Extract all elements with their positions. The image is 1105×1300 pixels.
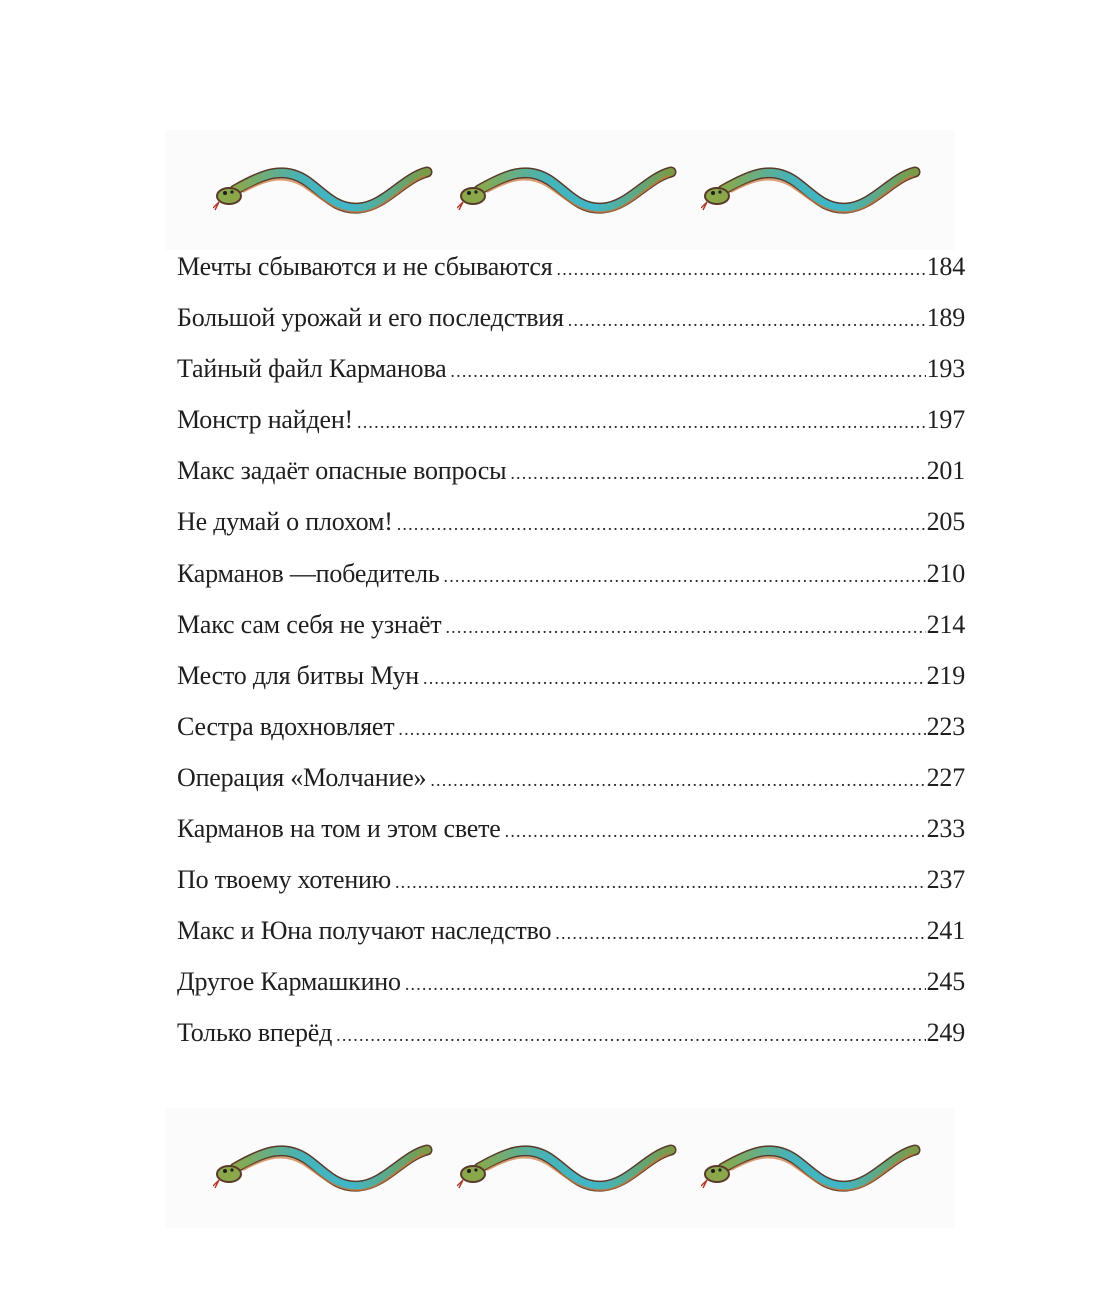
toc-leader-dots — [444, 566, 926, 587]
toc-entry[interactable] — [177, 814, 965, 865]
toc-entry-title: Место для битвы Мун — [177, 660, 420, 690]
toc-leader-dots — [405, 974, 926, 995]
snake-icon — [701, 1126, 931, 1206]
toc-entry[interactable] — [177, 405, 965, 456]
toc-entry[interactable] — [177, 507, 965, 558]
toc-entry[interactable] — [177, 865, 965, 916]
toc-entry-title: Макс и Юна получают наследство — [177, 916, 552, 946]
toc-entry-page: 205 — [926, 507, 965, 537]
toc-leader-dots — [430, 770, 925, 791]
toc-entry-page: 210 — [926, 558, 965, 588]
toc-entry[interactable] — [177, 456, 965, 507]
toc-leader-dots — [510, 463, 925, 484]
toc-leader-dots — [555, 923, 925, 944]
toc-entry-title: Макс задаёт опасные вопросы — [177, 456, 507, 486]
toc-leader-dots — [398, 719, 925, 740]
toc-entry-page: 214 — [926, 609, 965, 639]
toc-entry-page: 227 — [926, 762, 965, 792]
toc-entry[interactable] — [177, 967, 965, 1018]
snake-icon — [457, 1126, 687, 1206]
toc-entry-page: 219 — [926, 660, 965, 690]
toc-entry-page: 249 — [926, 1018, 965, 1048]
toc-entry-page: 201 — [926, 456, 965, 486]
toc-entry[interactable] — [177, 763, 965, 814]
toc-entry-title: Операция «Молчание» — [177, 762, 427, 792]
toc-entry-title: Монстр найден! — [177, 405, 354, 435]
toc-leader-dots — [357, 412, 926, 433]
snake-icon — [213, 148, 443, 228]
toc-entry-title: Большой урожай и его последствия — [177, 303, 564, 333]
toc-leader-dots — [423, 668, 926, 689]
toc-entry-title: Макс сам себя не узнаёт — [177, 609, 442, 639]
toc-entry-page: 184 — [926, 252, 965, 281]
snake-icon — [213, 1126, 443, 1206]
toc-leader-dots — [450, 361, 925, 382]
toc-entry[interactable] — [177, 303, 965, 354]
toc-entry[interactable] — [177, 559, 965, 610]
toc-entry-title: Только вперёд — [177, 1018, 333, 1048]
toc-entry-title: Тайный файл Карманова — [177, 354, 447, 384]
toc-entry-title: Карманов —победитель — [177, 558, 440, 588]
toc-entry-page: 223 — [926, 711, 965, 741]
toc-entry[interactable] — [177, 1018, 965, 1069]
toc-entry[interactable] — [177, 610, 965, 661]
toc-leader-dots — [445, 617, 925, 638]
toc-entry[interactable] — [177, 916, 965, 967]
toc-entry[interactable] — [177, 661, 965, 712]
toc-entry[interactable] — [177, 252, 965, 303]
toc-leader-dots — [568, 310, 926, 331]
toc-entry-page: 197 — [926, 405, 965, 435]
snake-icon — [701, 148, 931, 228]
toc-entry[interactable] — [177, 712, 965, 763]
toc-entry-title: Карманов на том и этом свете — [177, 814, 501, 844]
toc-entry-page: 193 — [926, 354, 965, 384]
toc-leader-dots — [336, 1025, 925, 1046]
toc-leader-dots — [557, 259, 926, 280]
toc-leader-dots — [395, 872, 926, 893]
toc-entry-title: Мечты сбываются и не сбываются — [177, 252, 553, 281]
toc-entry[interactable] — [177, 354, 965, 405]
toc-entry-page: 245 — [926, 967, 965, 997]
table-of-contents — [177, 252, 965, 1070]
toc-leader-dots — [505, 821, 926, 842]
toc-entry-title: Другое Кармашкино — [177, 967, 401, 997]
toc-entry-page: 189 — [926, 303, 965, 333]
toc-entry-page: 241 — [926, 916, 965, 946]
snake-icon — [457, 148, 687, 228]
top-ornament-band — [165, 130, 955, 250]
toc-leader-dots — [397, 514, 926, 535]
toc-entry-title: Не думай о плохом! — [177, 507, 393, 537]
bottom-ornament-band — [165, 1108, 955, 1228]
toc-entry-title: Сестра вдохновляет — [177, 711, 395, 741]
toc-entry-page: 237 — [926, 865, 965, 895]
toc-entry-page: 233 — [926, 814, 965, 844]
toc-entry-title: По твоему хотению — [177, 865, 391, 895]
